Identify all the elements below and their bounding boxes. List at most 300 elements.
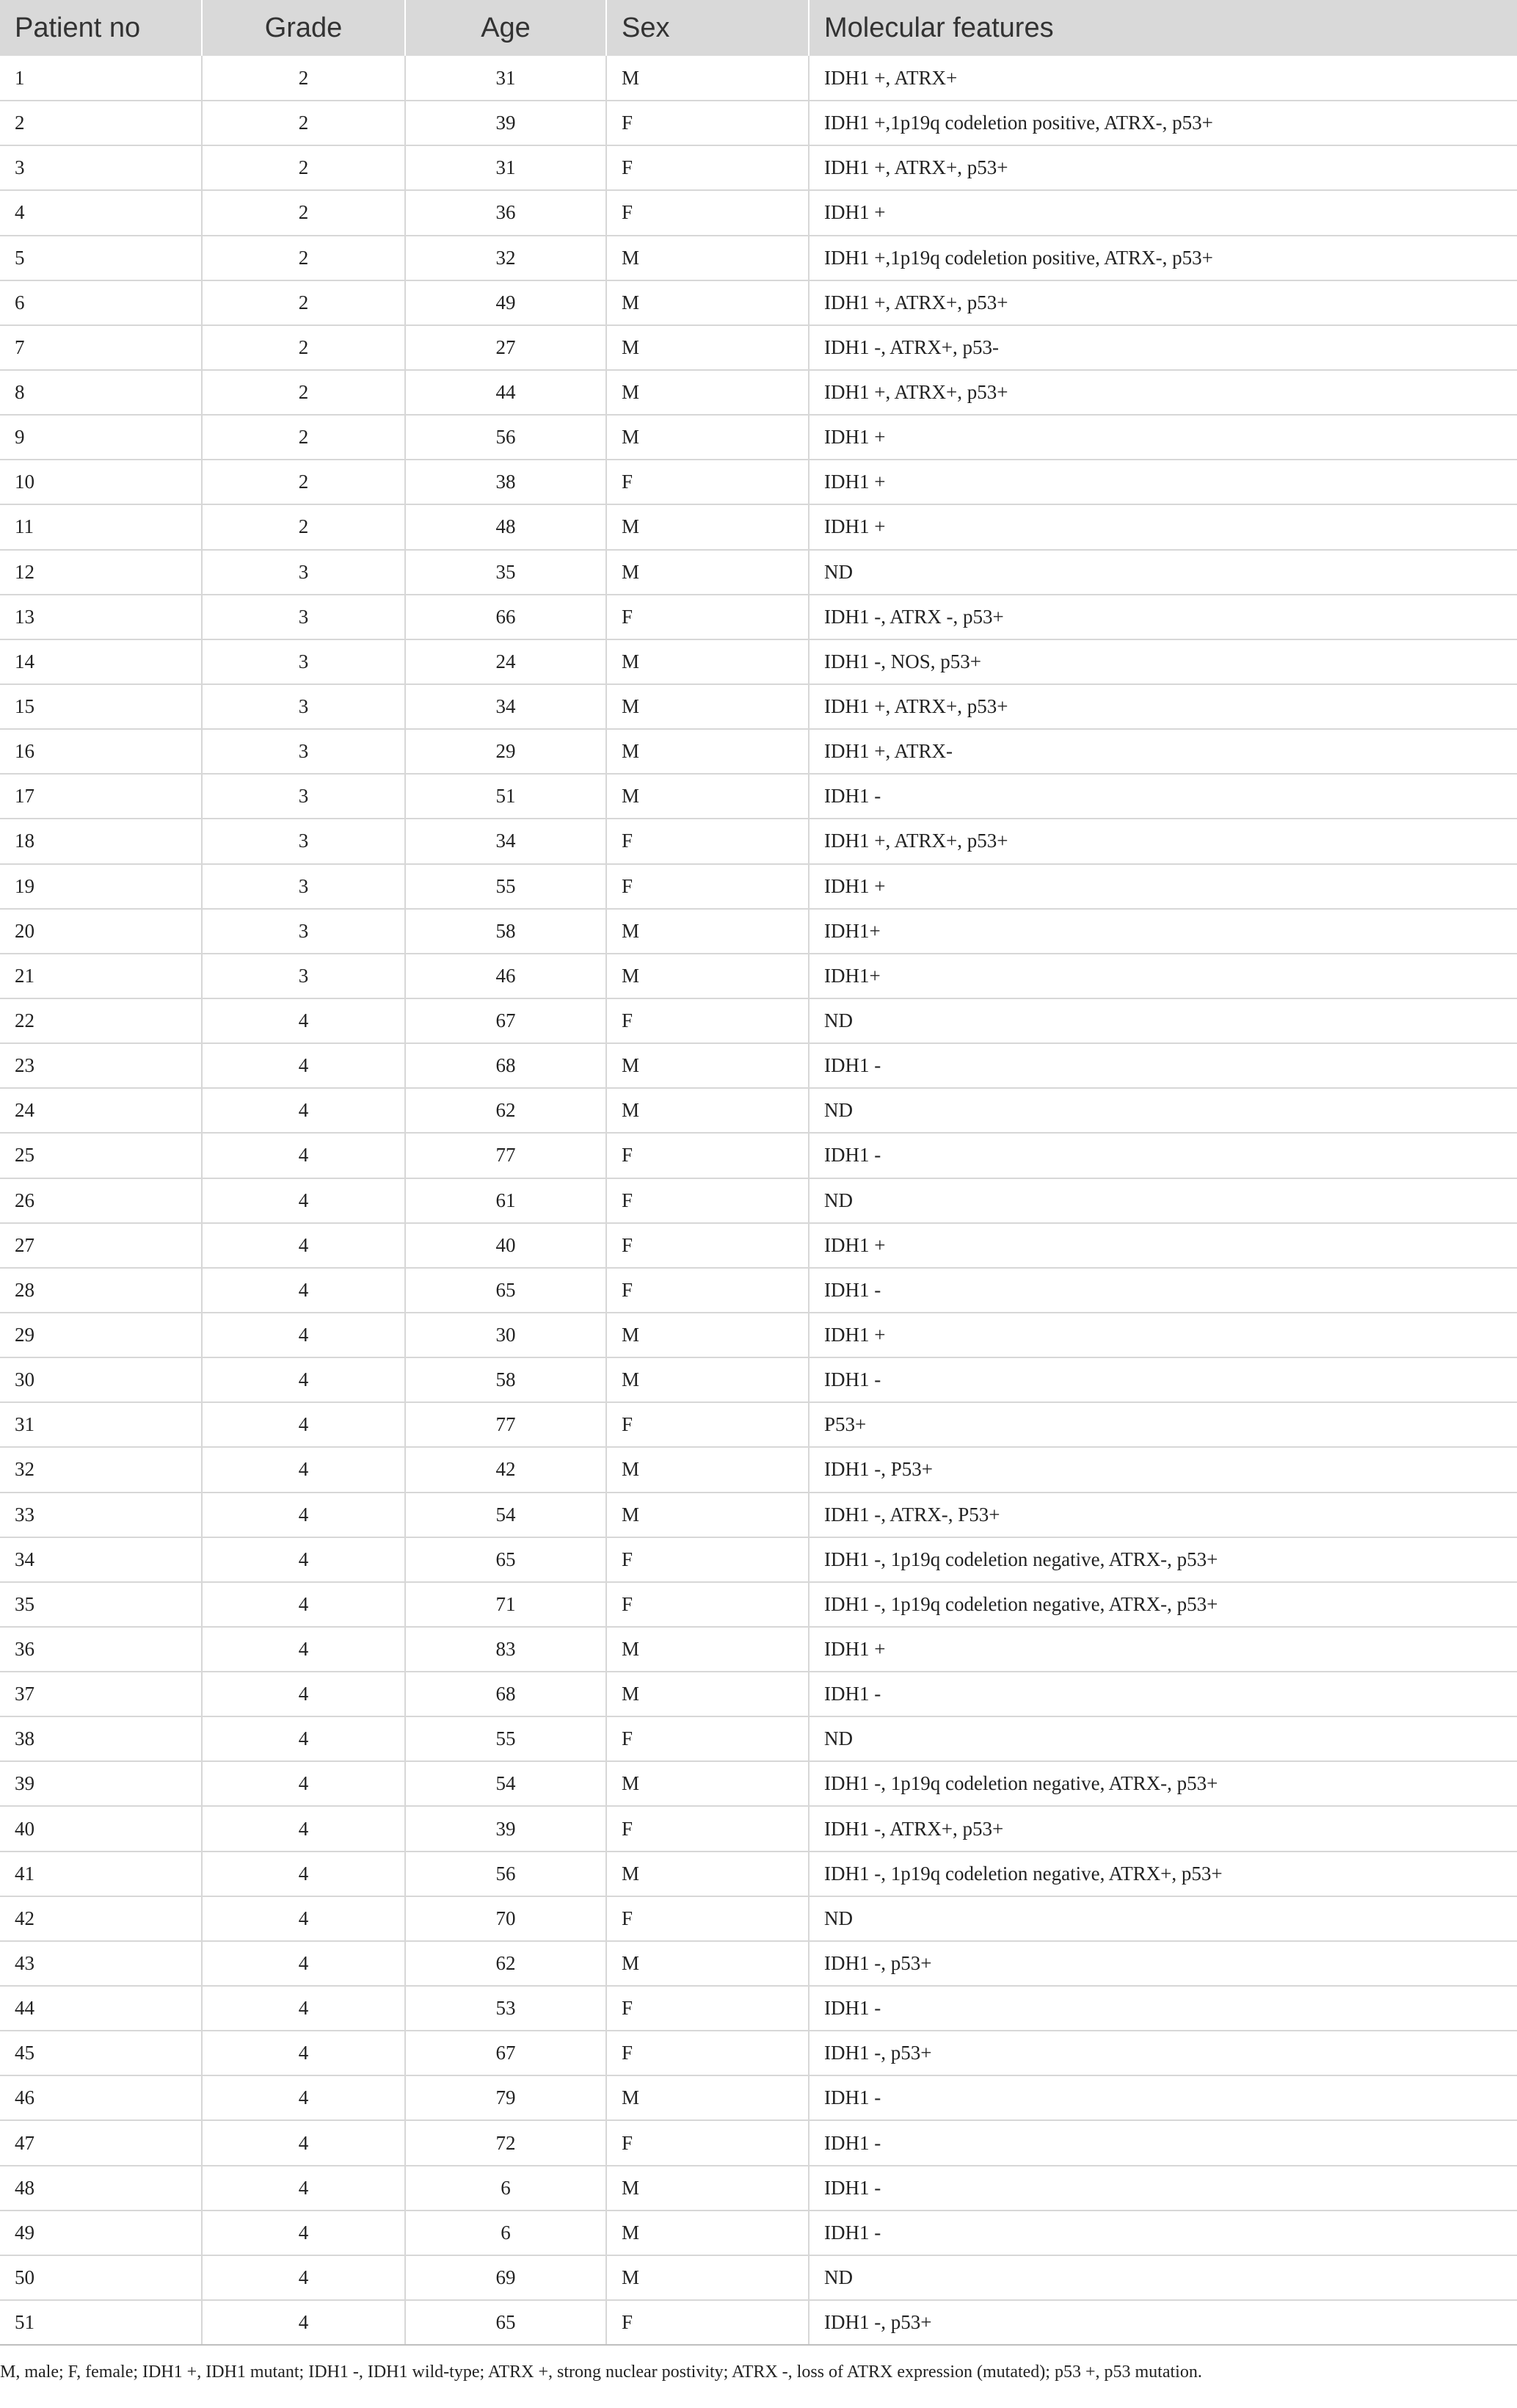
cell-sex: F (606, 595, 809, 639)
cell-grade: 3 (202, 550, 405, 595)
cell-molecular-features: IDH1 -, ATRX+, p53- (809, 325, 1517, 370)
cell-molecular-features: IDH1 + (809, 460, 1517, 504)
cell-age: 54 (405, 1493, 606, 1537)
cell-grade: 4 (202, 1896, 405, 1941)
cell-age: 61 (405, 1178, 606, 1223)
cell-molecular-features: IDH1 +,1p19q codeletion positive, ATRX-, p53+ (809, 236, 1517, 280)
header-molecular-features: Molecular features (809, 0, 1517, 56)
cell-patient-no: 22 (0, 998, 202, 1043)
cell-age: 77 (405, 1133, 606, 1178)
table-row (0, 774, 1517, 819)
cell-sex: M (606, 954, 809, 998)
cell-age: 36 (405, 190, 606, 235)
cell-age: 34 (405, 684, 606, 729)
cell-age: 27 (405, 325, 606, 370)
cell-patient-no: 35 (0, 1582, 202, 1627)
cell-grade: 4 (202, 2031, 405, 2075)
cell-molecular-features: IDH1 - (809, 2075, 1517, 2120)
table-row (0, 2166, 1517, 2211)
cell-grade: 4 (202, 1493, 405, 1537)
cell-molecular-features: IDH1 + (809, 190, 1517, 235)
cell-sex: M (606, 1447, 809, 1492)
table-row (0, 101, 1517, 145)
table-row (0, 280, 1517, 325)
cell-molecular-features: IDH1 - (809, 2166, 1517, 2211)
cell-grade: 4 (202, 1716, 405, 1761)
cell-grade: 2 (202, 56, 405, 101)
cell-molecular-features: IDH1 + (809, 504, 1517, 549)
cell-molecular-features: IDH1 +, ATRX+, p53+ (809, 280, 1517, 325)
cell-grade: 4 (202, 1941, 405, 1986)
cell-sex: M (606, 1672, 809, 1716)
cell-age: 46 (405, 954, 606, 998)
table-row (0, 2075, 1517, 2120)
cell-age: 66 (405, 595, 606, 639)
cell-grade: 4 (202, 1537, 405, 1582)
cell-molecular-features: IDH1 - (809, 1357, 1517, 1402)
cell-age: 44 (405, 370, 606, 415)
cell-molecular-features: IDH1 - (809, 1133, 1517, 1178)
cell-patient-no: 30 (0, 1357, 202, 1402)
cell-molecular-features: IDH1 -, ATRX -, p53+ (809, 595, 1517, 639)
cell-sex: M (606, 684, 809, 729)
cell-patient-no: 9 (0, 415, 202, 460)
cell-molecular-features: ND (809, 1178, 1517, 1223)
cell-sex: M (606, 1088, 809, 1133)
cell-sex: F (606, 1537, 809, 1582)
cell-grade: 2 (202, 504, 405, 549)
cell-molecular-features: IDH1 + (809, 1223, 1517, 1268)
cell-grade: 4 (202, 1043, 405, 1088)
cell-age: 67 (405, 2031, 606, 2075)
cell-age: 56 (405, 1852, 606, 1896)
cell-molecular-features: IDH1 +, ATRX+ (809, 56, 1517, 101)
cell-age: 62 (405, 1941, 606, 1986)
cell-sex: F (606, 2300, 809, 2345)
cell-age: 68 (405, 1672, 606, 1716)
cell-sex: M (606, 1493, 809, 1537)
table-row (0, 1672, 1517, 1716)
cell-molecular-features: IDH1 - (809, 1043, 1517, 1088)
cell-sex: M (606, 2255, 809, 2300)
table-row (0, 56, 1517, 101)
cell-grade: 2 (202, 236, 405, 280)
cell-sex: M (606, 504, 809, 549)
cell-molecular-features: IDH1 - (809, 774, 1517, 819)
cell-sex: M (606, 2075, 809, 2120)
table-row (0, 595, 1517, 639)
table-row (0, 1896, 1517, 1941)
cell-patient-no: 24 (0, 1088, 202, 1133)
cell-age: 55 (405, 1716, 606, 1761)
cell-grade: 3 (202, 909, 405, 954)
table-row (0, 1493, 1517, 1537)
cell-molecular-features: IDH1 - (809, 2120, 1517, 2165)
cell-sex: M (606, 370, 809, 415)
cell-age: 35 (405, 550, 606, 595)
cell-sex: M (606, 1357, 809, 1402)
cell-grade: 2 (202, 190, 405, 235)
cell-patient-no: 43 (0, 1941, 202, 1986)
table-footnote: M, male; F, female; IDH1 +, IDH1 mutant; IDH1 -, IDH1 wild-type; ATRX +, strong nuclear postivity; ATRX -, loss of ATRX expression (mutated); p53 +, p53 mutation. (0, 2362, 1202, 2382)
cell-patient-no: 2 (0, 101, 202, 145)
cell-molecular-features: ND (809, 998, 1517, 1043)
cell-grade: 4 (202, 1447, 405, 1492)
cell-patient-no: 11 (0, 504, 202, 549)
cell-age: 39 (405, 101, 606, 145)
cell-age: 29 (405, 729, 606, 774)
table-row (0, 1806, 1517, 1851)
cell-patient-no: 8 (0, 370, 202, 415)
cell-sex: F (606, 2120, 809, 2165)
cell-sex: F (606, 1133, 809, 1178)
table-row (0, 1627, 1517, 1672)
cell-age: 68 (405, 1043, 606, 1088)
cell-molecular-features: IDH1 - (809, 2211, 1517, 2255)
cell-molecular-features: IDH1 +,1p19q codeletion positive, ATRX-, p53+ (809, 101, 1517, 145)
cell-molecular-features: IDH1 +, ATRX+, p53+ (809, 684, 1517, 729)
header-row (0, 0, 1517, 56)
table-row (0, 1223, 1517, 1268)
cell-molecular-features: IDH1 -, P53+ (809, 1447, 1517, 1492)
table-row (0, 550, 1517, 595)
cell-patient-no: 16 (0, 729, 202, 774)
cell-molecular-features: ND (809, 1896, 1517, 1941)
cell-sex: F (606, 998, 809, 1043)
cell-patient-no: 4 (0, 190, 202, 235)
cell-grade: 4 (202, 1761, 405, 1806)
cell-sex: M (606, 1761, 809, 1806)
table-row (0, 1537, 1517, 1582)
cell-sex: F (606, 819, 809, 863)
cell-age: 31 (405, 56, 606, 101)
cell-age: 34 (405, 819, 606, 863)
table-row (0, 370, 1517, 415)
table-row (0, 1357, 1517, 1402)
cell-patient-no: 47 (0, 2120, 202, 2165)
table-row (0, 325, 1517, 370)
cell-sex: F (606, 1716, 809, 1761)
cell-age: 77 (405, 1402, 606, 1447)
header-sex: Sex (606, 0, 809, 56)
cell-patient-no: 26 (0, 1178, 202, 1223)
cell-patient-no: 18 (0, 819, 202, 863)
cell-grade: 4 (202, 1223, 405, 1268)
table-row (0, 1716, 1517, 1761)
cell-molecular-features: P53+ (809, 1402, 1517, 1447)
cell-age: 49 (405, 280, 606, 325)
cell-sex: M (606, 415, 809, 460)
cell-sex: F (606, 1582, 809, 1627)
cell-patient-no: 44 (0, 1986, 202, 2031)
cell-age: 32 (405, 236, 606, 280)
table-header (0, 0, 1517, 56)
cell-age: 58 (405, 1357, 606, 1402)
cell-patient-no: 32 (0, 1447, 202, 1492)
cell-molecular-features: IDH1 -, 1p19q codeletion negative, ATRX+, p53+ (809, 1852, 1517, 1896)
cell-patient-no: 48 (0, 2166, 202, 2211)
cell-age: 6 (405, 2166, 606, 2211)
cell-age: 56 (405, 415, 606, 460)
cell-age: 54 (405, 1761, 606, 1806)
table-row (0, 2255, 1517, 2300)
cell-patient-no: 27 (0, 1223, 202, 1268)
table-row (0, 729, 1517, 774)
cell-grade: 4 (202, 2166, 405, 2211)
cell-molecular-features: IDH1 -, ATRX+, p53+ (809, 1806, 1517, 1851)
cell-molecular-features: ND (809, 1088, 1517, 1133)
cell-grade: 3 (202, 639, 405, 684)
cell-age: 72 (405, 2120, 606, 2165)
table-row (0, 1582, 1517, 1627)
cell-grade: 3 (202, 595, 405, 639)
cell-molecular-features: IDH1 + (809, 864, 1517, 909)
header-age: Age (405, 0, 606, 56)
cell-patient-no: 46 (0, 2075, 202, 2120)
cell-grade: 3 (202, 819, 405, 863)
cell-grade: 2 (202, 325, 405, 370)
table-row (0, 236, 1517, 280)
cell-grade: 4 (202, 1986, 405, 2031)
table-row (0, 415, 1517, 460)
cell-age: 24 (405, 639, 606, 684)
cell-age: 6 (405, 2211, 606, 2255)
cell-grade: 4 (202, 1402, 405, 1447)
cell-patient-no: 40 (0, 1806, 202, 1851)
table-row (0, 2120, 1517, 2165)
cell-grade: 2 (202, 145, 405, 190)
cell-patient-no: 49 (0, 2211, 202, 2255)
cell-grade: 4 (202, 1806, 405, 1851)
cell-age: 65 (405, 1537, 606, 1582)
table-row (0, 1133, 1517, 1178)
cell-sex: F (606, 2031, 809, 2075)
cell-molecular-features: IDH1 -, p53+ (809, 2031, 1517, 2075)
cell-grade: 3 (202, 684, 405, 729)
cell-sex: M (606, 550, 809, 595)
cell-patient-no: 41 (0, 1852, 202, 1896)
table-row (0, 1268, 1517, 1313)
cell-molecular-features: IDH1+ (809, 954, 1517, 998)
cell-sex: F (606, 864, 809, 909)
table-row (0, 460, 1517, 504)
cell-sex: M (606, 325, 809, 370)
cell-molecular-features: IDH1 +, ATRX- (809, 729, 1517, 774)
cell-patient-no: 21 (0, 954, 202, 998)
cell-sex: F (606, 190, 809, 235)
cell-sex: M (606, 729, 809, 774)
cell-sex: F (606, 1268, 809, 1313)
cell-sex: M (606, 1941, 809, 1986)
cell-sex: M (606, 1627, 809, 1672)
cell-grade: 2 (202, 370, 405, 415)
cell-patient-no: 38 (0, 1716, 202, 1761)
cell-sex: F (606, 460, 809, 504)
cell-age: 42 (405, 1447, 606, 1492)
cell-sex: M (606, 236, 809, 280)
cell-grade: 2 (202, 101, 405, 145)
cell-patient-no: 36 (0, 1627, 202, 1672)
cell-patient-no: 25 (0, 1133, 202, 1178)
cell-molecular-features: ND (809, 1716, 1517, 1761)
cell-grade: 4 (202, 1178, 405, 1223)
table-row (0, 1941, 1517, 1986)
cell-sex: M (606, 2211, 809, 2255)
cell-sex: M (606, 1852, 809, 1896)
cell-molecular-features: IDH1 +, ATRX+, p53+ (809, 145, 1517, 190)
cell-grade: 4 (202, 1672, 405, 1716)
cell-age: 38 (405, 460, 606, 504)
cell-grade: 4 (202, 2211, 405, 2255)
cell-patient-no: 3 (0, 145, 202, 190)
cell-sex: M (606, 280, 809, 325)
cell-sex: M (606, 56, 809, 101)
cell-age: 31 (405, 145, 606, 190)
table-row (0, 1402, 1517, 1447)
cell-molecular-features: IDH1 -, p53+ (809, 1941, 1517, 1986)
cell-molecular-features: IDH1 +, ATRX+, p53+ (809, 819, 1517, 863)
table-row (0, 1761, 1517, 1806)
table-row (0, 1313, 1517, 1357)
cell-age: 53 (405, 1986, 606, 2031)
cell-molecular-features: IDH1 -, 1p19q codeletion negative, ATRX-, p53+ (809, 1537, 1517, 1582)
table-row (0, 1043, 1517, 1088)
cell-age: 51 (405, 774, 606, 819)
cell-grade: 3 (202, 774, 405, 819)
cell-grade: 4 (202, 2075, 405, 2120)
cell-molecular-features: IDH1 + (809, 1627, 1517, 1672)
cell-grade: 4 (202, 1313, 405, 1357)
cell-patient-no: 12 (0, 550, 202, 595)
cell-sex: M (606, 774, 809, 819)
cell-grade: 4 (202, 2255, 405, 2300)
cell-patient-no: 17 (0, 774, 202, 819)
cell-grade: 2 (202, 415, 405, 460)
table-row (0, 2211, 1517, 2255)
cell-patient-no: 29 (0, 1313, 202, 1357)
cell-sex: M (606, 909, 809, 954)
cell-age: 30 (405, 1313, 606, 1357)
table-row (0, 819, 1517, 863)
cell-molecular-features: IDH1 -, p53+ (809, 2300, 1517, 2345)
cell-molecular-features: IDH1 + (809, 415, 1517, 460)
cell-grade: 4 (202, 1268, 405, 1313)
cell-grade: 4 (202, 1852, 405, 1896)
cell-patient-no: 34 (0, 1537, 202, 1582)
cell-grade: 4 (202, 1582, 405, 1627)
header-patient-no: Patient no (0, 0, 202, 56)
table-row (0, 1852, 1517, 1896)
cell-sex: F (606, 1806, 809, 1851)
cell-sex: F (606, 145, 809, 190)
cell-age: 62 (405, 1088, 606, 1133)
cell-molecular-features: IDH1 + (809, 1313, 1517, 1357)
cell-sex: F (606, 1896, 809, 1941)
cell-grade: 2 (202, 460, 405, 504)
cell-grade: 3 (202, 954, 405, 998)
cell-patient-no: 45 (0, 2031, 202, 2075)
header-grade: Grade (202, 0, 405, 56)
cell-molecular-features: IDH1 -, NOS, p53+ (809, 639, 1517, 684)
table-row (0, 954, 1517, 998)
cell-sex: M (606, 1043, 809, 1088)
table-body (0, 56, 1517, 2345)
table-row (0, 639, 1517, 684)
cell-patient-no: 51 (0, 2300, 202, 2345)
cell-molecular-features: IDH1 -, 1p19q codeletion negative, ATRX-, p53+ (809, 1582, 1517, 1627)
table-row (0, 2300, 1517, 2345)
cell-sex: F (606, 1402, 809, 1447)
cell-molecular-features: IDH1 - (809, 1986, 1517, 2031)
cell-sex: M (606, 2166, 809, 2211)
cell-grade: 3 (202, 729, 405, 774)
cell-grade: 4 (202, 1088, 405, 1133)
cell-molecular-features: IDH1 - (809, 1268, 1517, 1313)
cell-patient-no: 7 (0, 325, 202, 370)
table-row (0, 998, 1517, 1043)
cell-grade: 2 (202, 280, 405, 325)
cell-age: 79 (405, 2075, 606, 2120)
table-row (0, 2031, 1517, 2075)
cell-patient-no: 19 (0, 864, 202, 909)
table-row (0, 1088, 1517, 1133)
table-row (0, 1447, 1517, 1492)
cell-patient-no: 28 (0, 1268, 202, 1313)
cell-molecular-features: ND (809, 2255, 1517, 2300)
cell-age: 71 (405, 1582, 606, 1627)
cell-molecular-features: IDH1 +, ATRX+, p53+ (809, 370, 1517, 415)
cell-patient-no: 31 (0, 1402, 202, 1447)
table-row (0, 145, 1517, 190)
table-row (0, 1178, 1517, 1223)
cell-age: 70 (405, 1896, 606, 1941)
cell-grade: 4 (202, 2300, 405, 2345)
cell-patient-no: 6 (0, 280, 202, 325)
cell-age: 55 (405, 864, 606, 909)
cell-age: 65 (405, 1268, 606, 1313)
table-row (0, 504, 1517, 549)
cell-sex: F (606, 1178, 809, 1223)
cell-molecular-features: IDH1 - (809, 1672, 1517, 1716)
cell-age: 65 (405, 2300, 606, 2345)
cell-grade: 4 (202, 1627, 405, 1672)
table-row (0, 864, 1517, 909)
cell-age: 39 (405, 1806, 606, 1851)
cell-grade: 3 (202, 864, 405, 909)
cell-grade: 4 (202, 998, 405, 1043)
cell-patient-no: 13 (0, 595, 202, 639)
cell-patient-no: 20 (0, 909, 202, 954)
cell-age: 69 (405, 2255, 606, 2300)
cell-patient-no: 42 (0, 1896, 202, 1941)
cell-patient-no: 5 (0, 236, 202, 280)
cell-patient-no: 37 (0, 1672, 202, 1716)
cell-molecular-features: IDH1+ (809, 909, 1517, 954)
cell-age: 58 (405, 909, 606, 954)
cell-age: 40 (405, 1223, 606, 1268)
cell-age: 48 (405, 504, 606, 549)
table-row (0, 1986, 1517, 2031)
cell-patient-no: 15 (0, 684, 202, 729)
cell-age: 67 (405, 998, 606, 1043)
cell-patient-no: 39 (0, 1761, 202, 1806)
cell-molecular-features: ND (809, 550, 1517, 595)
cell-sex: F (606, 101, 809, 145)
table-row (0, 684, 1517, 729)
cell-sex: F (606, 1986, 809, 2031)
cell-sex: F (606, 1223, 809, 1268)
cell-patient-no: 10 (0, 460, 202, 504)
